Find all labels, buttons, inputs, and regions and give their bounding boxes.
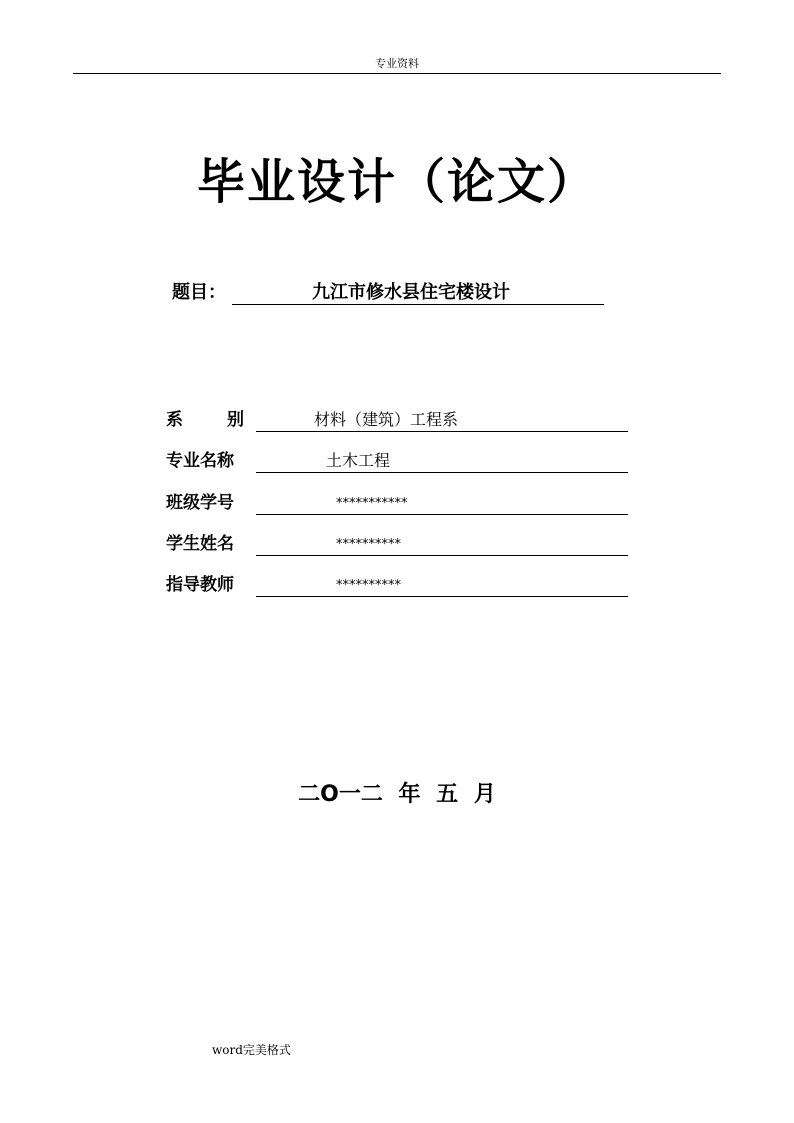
student-name-value: ********** [336,537,401,552]
class-id-underline [256,490,628,515]
document-title: 毕业设计（论文） [196,154,597,210]
major-value: 土木工程 [326,451,391,470]
topic-value: 九江市修水县住宅楼设计 [312,282,510,303]
page-header-text: 专业资料 [375,57,419,70]
topic-label: 题目： [172,282,226,303]
advisor-label: 指导教师 [166,575,234,595]
student-name-label: 学生姓名 [166,534,234,554]
class-id-value: *********** [336,496,408,511]
major-underline [256,448,628,473]
major-label: 专业名称 [166,451,234,471]
topic-underline [232,280,604,305]
advisor-underline [256,572,628,597]
department-label [166,407,244,433]
class-id-label: 班级学号 [166,493,234,513]
department-value: 材料（建筑）工程系 [314,410,459,429]
page-footer-text: word完美格式 [212,1043,291,1057]
advisor-value: ********** [336,578,401,593]
department-underline [256,407,628,432]
completion-date: 二O一二 年 五 月 [298,782,496,807]
department-label-second: 别 [227,410,244,430]
header-divider [73,73,721,74]
department-label-first: 系 [166,410,183,430]
student-name-underline [256,531,628,556]
